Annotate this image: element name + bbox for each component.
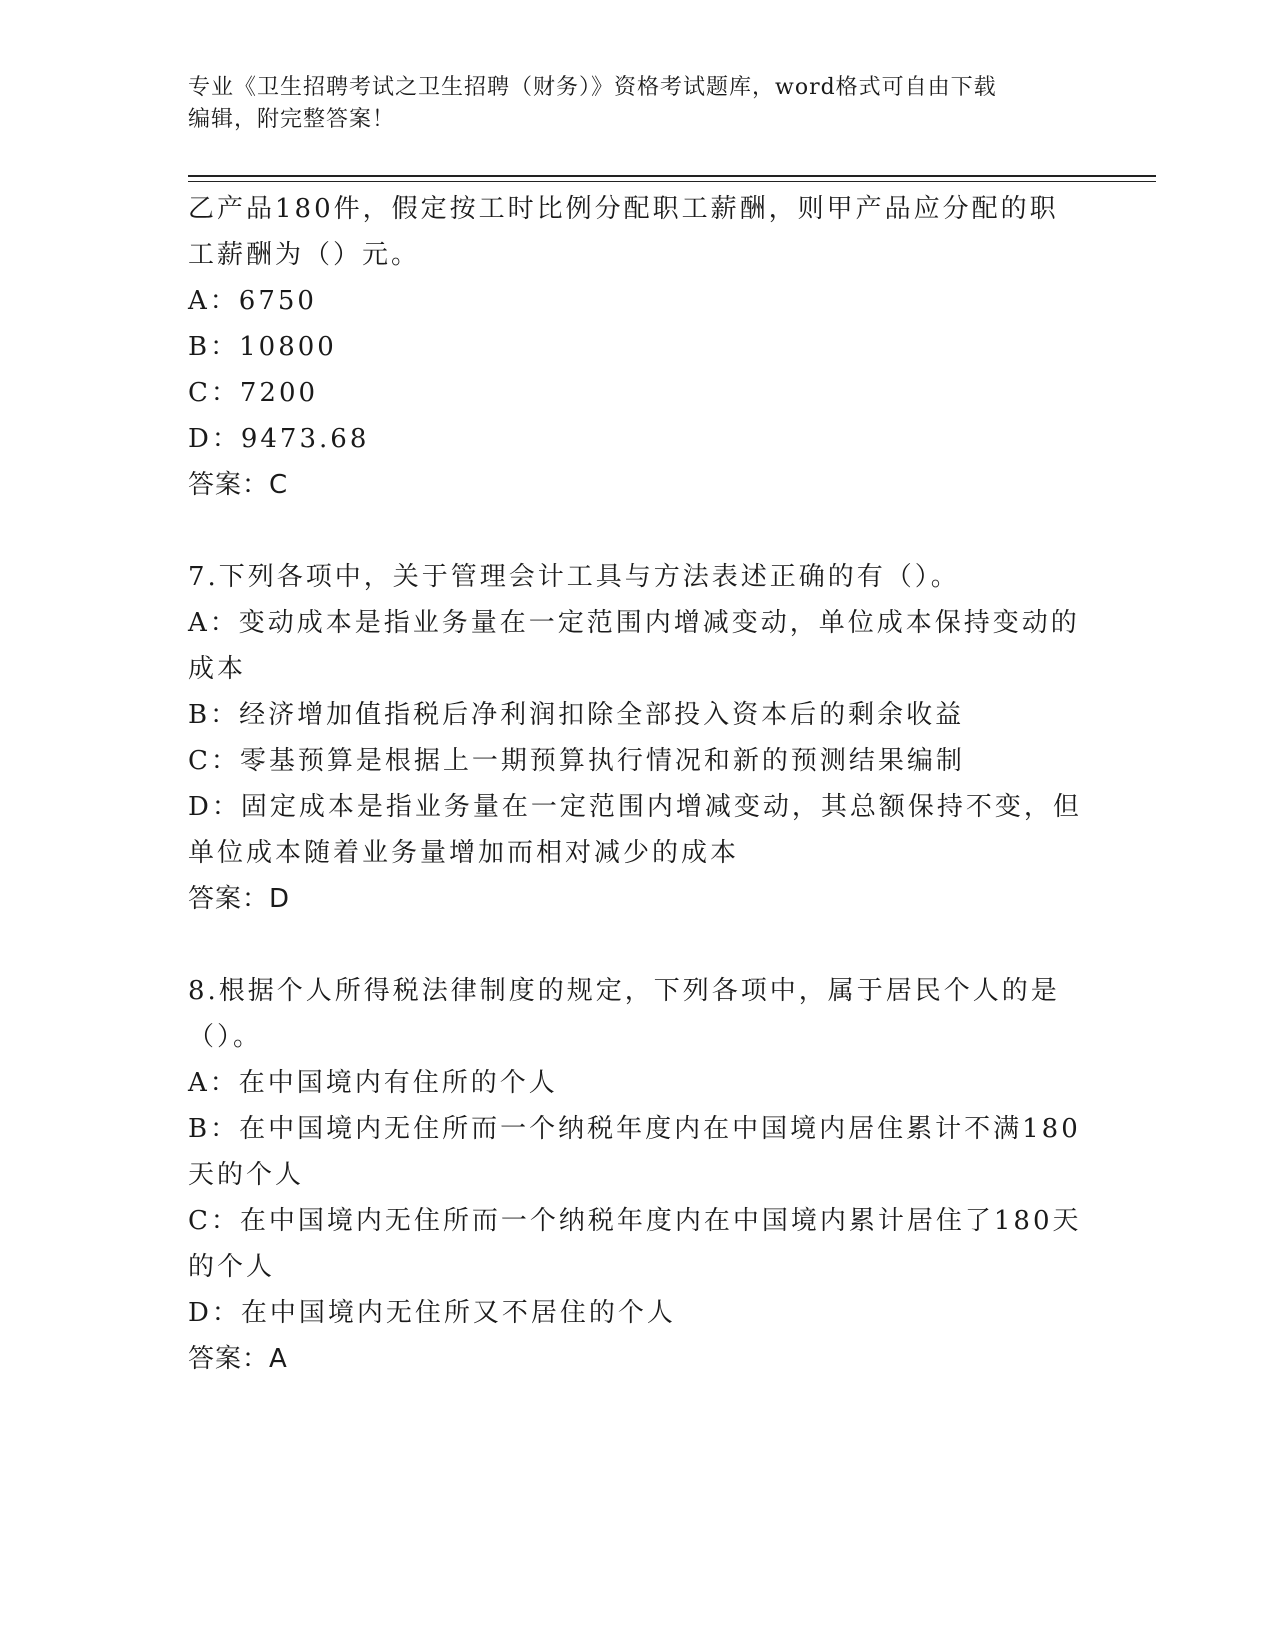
option-c: C：在中国境内无住所而一个纳税年度内在中国境内累计居住了180天	[188, 1206, 1082, 1236]
question-stem-line: 8.根据个人所得税法律制度的规定，下列各项中，属于居民个人的是	[188, 976, 1060, 1006]
answer-line: 答案：C	[188, 470, 289, 500]
header-title-line-1: 专业《卫生招聘考试之卫生招聘（财务）》资格考试题库，word格式可自由下载	[188, 75, 997, 100]
option-b: B：在中国境内无住所而一个纳税年度内在中国境内居住累计不满180	[188, 1114, 1081, 1144]
option-d: D：在中国境内无住所又不居住的个人	[188, 1298, 676, 1328]
option-c-continuation: 的个人	[188, 1252, 276, 1282]
header-title-line-2: 编辑，附完整答案！	[188, 107, 396, 132]
header-divider-thin	[188, 181, 1156, 182]
option-d-continuation: 单位成本随着业务量增加而相对减少的成本	[188, 838, 740, 868]
option-a-continuation: 成本	[188, 654, 247, 684]
answer-line: 答案：D	[188, 884, 291, 914]
option-c: C：7200	[188, 378, 319, 408]
header-divider-thick	[188, 175, 1156, 177]
question-stem: 7.下列各项中，关于管理会计工具与方法表述正确的有（）。	[188, 562, 960, 592]
question-6	[188, 186, 1088, 508]
question-stem-line: 乙产品180件，假定按工时比例分配职工薪酬，则甲产品应分配的职	[188, 194, 1059, 224]
option-b: B：10800	[188, 332, 337, 362]
option-b-continuation: 天的个人	[188, 1160, 305, 1190]
option-a: A：在中国境内有住所的个人	[188, 1068, 558, 1098]
question-8	[188, 968, 1088, 1382]
option-c: C：零基预算是根据上一期预算执行情况和新的预测结果编制	[188, 746, 965, 776]
question-content	[188, 186, 1088, 1382]
question-stem-line: （）。	[188, 1022, 263, 1052]
option-a: A：6750	[188, 286, 317, 316]
answer-line: 答案：A	[188, 1344, 288, 1374]
document-header	[188, 72, 1068, 136]
question-7	[188, 554, 1088, 922]
question-stem-line: 工薪酬为（）元。	[188, 240, 421, 270]
option-a: A：变动成本是指业务量在一定范围内增减变动，单位成本保持变动的	[188, 608, 1080, 638]
spacer	[188, 922, 1088, 968]
option-b: B：经济增加值指税后净利润扣除全部投入资本后的剩余收益	[188, 700, 965, 730]
option-d: D：固定成本是指业务量在一定范围内增减变动，其总额保持不变，但	[188, 792, 1082, 822]
spacer	[188, 508, 1088, 554]
option-d: D：9473.68	[188, 424, 370, 454]
